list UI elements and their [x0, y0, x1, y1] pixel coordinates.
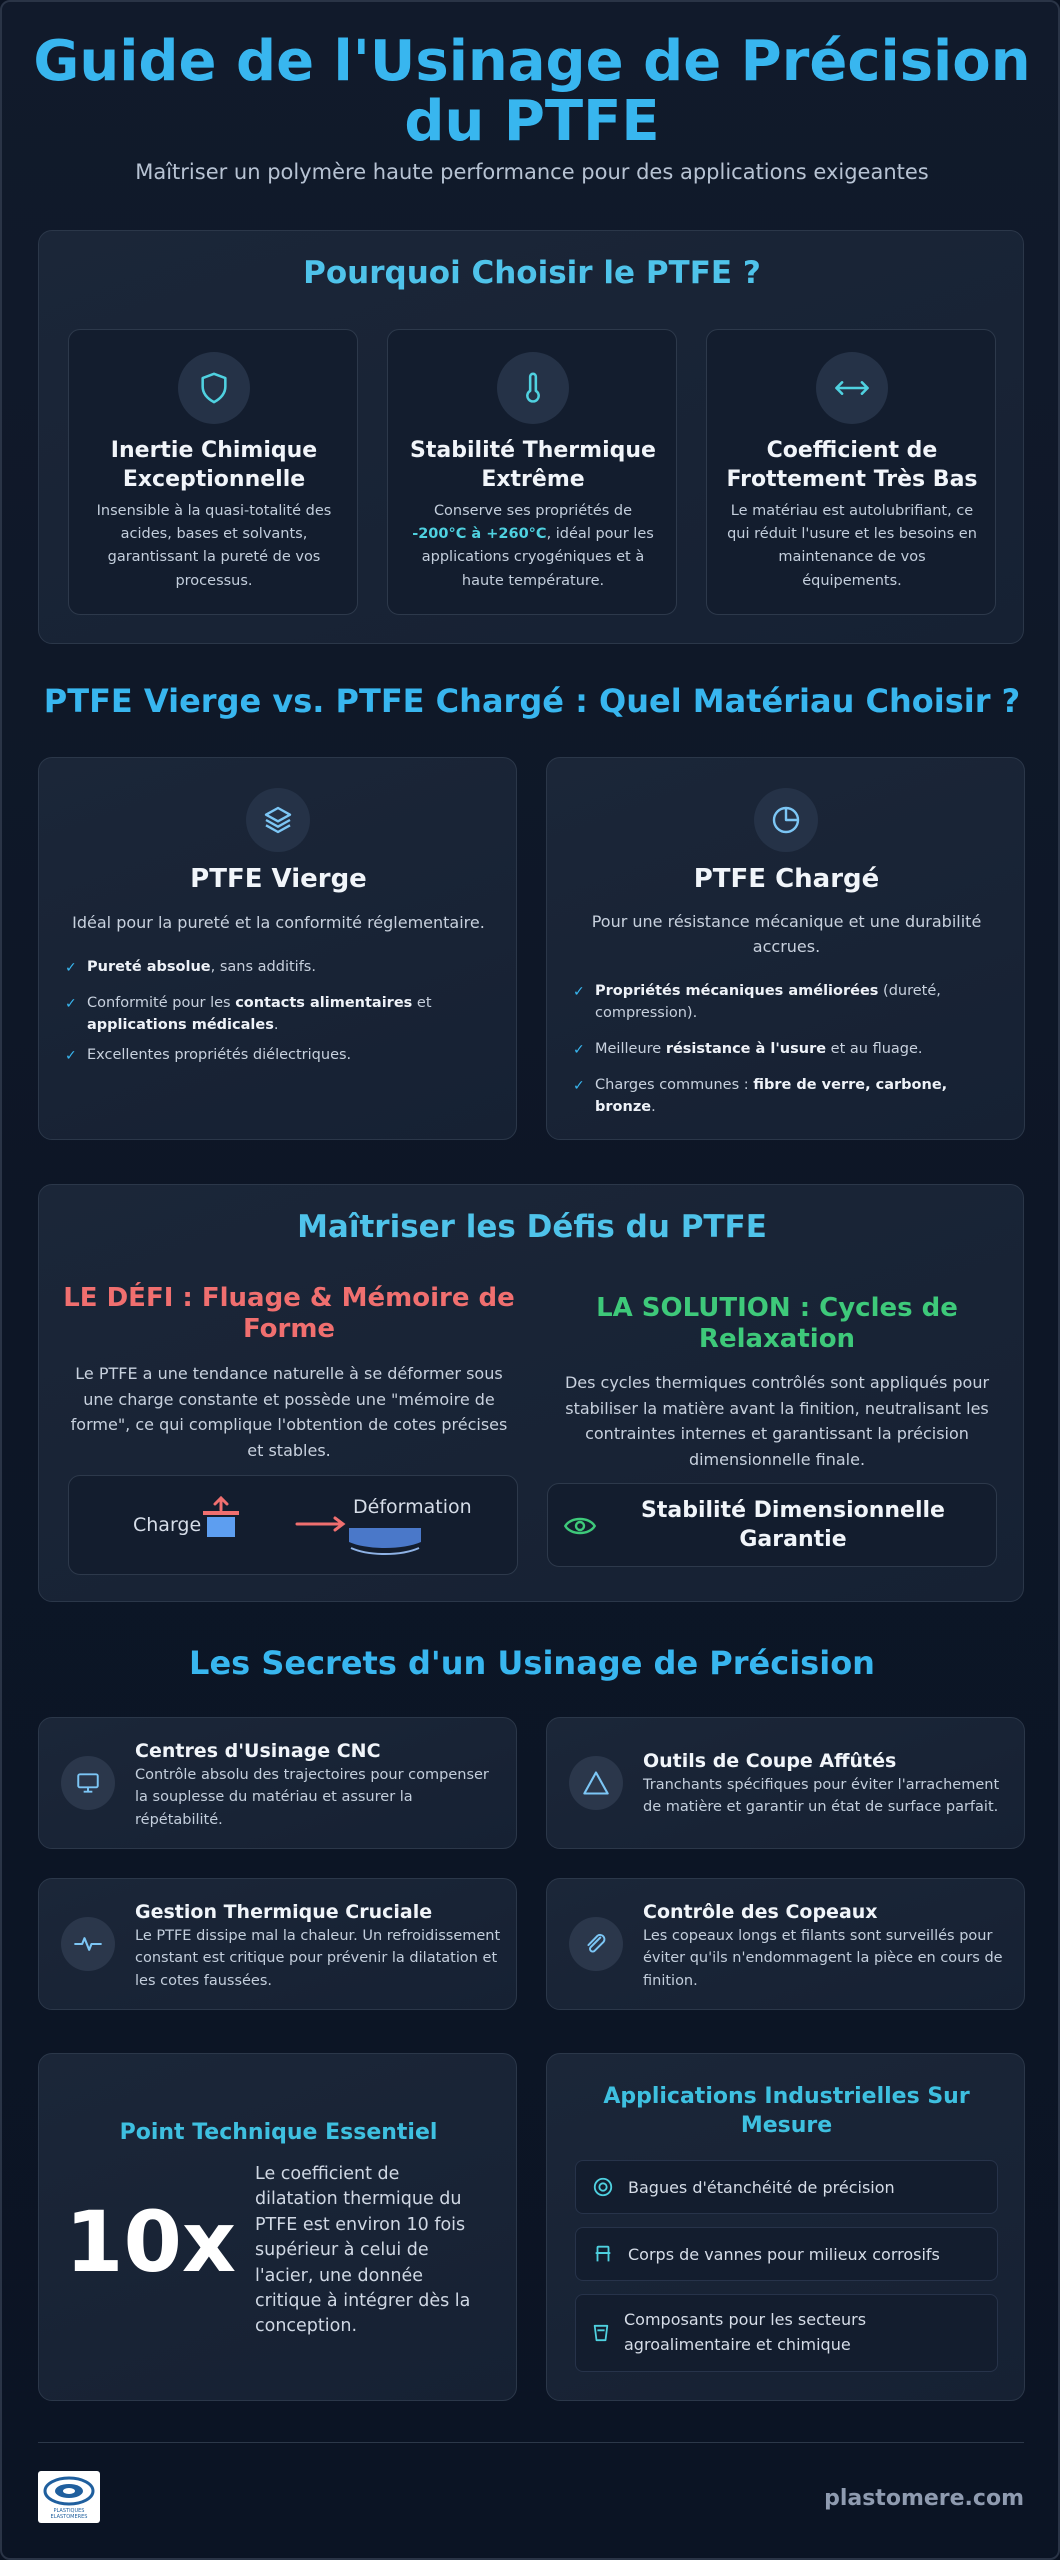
list-item	[65, 992, 495, 1037]
application-item	[575, 2227, 998, 2281]
feature-title: Inertie Chimique Exceptionnelle	[110, 438, 318, 493]
vierge-desc: Idéal pour la pureté et la conformité réglementaire.	[72, 913, 485, 932]
compare-title: PTFE Vierge vs. PTFE Chargé : Quel Matériau Choisir ?	[43, 682, 1021, 720]
list-item-text: Excellentes propriétés diélectriques.	[87, 1047, 352, 1063]
secret-title: Centres d'Usinage CNC	[135, 1740, 381, 1762]
solution-desc: Des cycles thermiques contrôlés sont appliqués pour stabiliser la matière avant la finition, neutralisant les contraintes internes et garantissant la précision dimensionnelle finale.	[564, 1373, 990, 1469]
shield-icon	[178, 352, 250, 424]
list-item-bold: applications médicales	[87, 1017, 274, 1034]
thermometer-icon	[497, 352, 569, 424]
page-subtitle: Maîtriser un polymère haute performance pour des applications exigeantes	[135, 160, 929, 184]
feature-title: Stabilité Thermique Extrême	[410, 438, 656, 493]
footer-site-link[interactable]: plastomere.com	[824, 2486, 1024, 2511]
check-icon: ✓	[65, 996, 77, 1012]
defi-desc: Le PTFE a une tendance naturelle à se déformer sous une charge constante et possède une "mémoire de forme", ce qui complique l'obtention de cotes précises et stables.	[70, 1364, 508, 1460]
stability-badge	[547, 1483, 997, 1567]
ptfe-charge-card	[546, 757, 1025, 1140]
monitor-icon	[61, 1756, 115, 1810]
paperclip-icon	[569, 1917, 623, 1971]
page-title: Guide de l'Usinage de Précision du PTFE	[33, 29, 1031, 155]
list-item-part: .	[651, 1099, 656, 1116]
list-item-bold: Propriétés mécaniques améliorées	[595, 983, 879, 999]
secret-card-chips	[546, 1878, 1025, 2010]
secret-title: Outils de Coupe Affûtés	[643, 1750, 897, 1772]
tech-point-card	[38, 2053, 517, 2401]
feature-card-thermal	[387, 329, 677, 615]
charge-desc: Pour une résistance mécanique et une durabilité accrues.	[591, 912, 982, 956]
check-icon: ✓	[65, 1048, 77, 1064]
footer-divider	[38, 2442, 1024, 2443]
list-item	[573, 1074, 1003, 1119]
list-item-part: et au fluage.	[830, 1041, 923, 1057]
list-item-part: .	[273, 1017, 279, 1034]
footer-logo[interactable]	[38, 2471, 100, 2523]
secret-desc: Les copeaux longs et filants sont surveillés pour éviter qu'ils n'endommagent la pièce en cours de finition.	[643, 1928, 1003, 1989]
list-item-text	[87, 956, 316, 978]
horizontal-arrows-icon	[816, 352, 888, 424]
feature-card-chemical	[68, 329, 358, 615]
list-item-bold: résistance à l'usure	[665, 1041, 827, 1057]
list-item-bold: contacts alimentaires	[235, 995, 413, 1011]
arrow-right-icon	[295, 1514, 349, 1534]
defi-title: LE DÉFI : Fluage & Mémoire de Forme	[63, 1283, 515, 1345]
list-item	[573, 980, 1003, 1025]
tech-point-text: Le coefficient de dilatation thermique du PTFE est environ 10 fois supérieur à celui de l'acier, une donnée critique à intégrer dès la conception.	[255, 2164, 471, 2337]
list-item-part: Conformité pour les	[87, 995, 231, 1011]
applications-title: Applications Industrielles Sur Mesure	[603, 2084, 970, 2139]
secrets-title: Les Secrets d'un Usinage de Précision	[189, 1644, 875, 1682]
secret-card-thermal	[38, 1878, 517, 2010]
temperature-range: -200°C à +260°C	[412, 526, 547, 543]
feature-desc	[408, 500, 658, 593]
list-item-text	[87, 992, 495, 1037]
feature-desc-part: , idéal pour les applications cryogéniques et à haute température.	[421, 526, 654, 589]
list-item-rest: (dureté, compression).	[595, 983, 941, 1022]
pie-chart-icon	[754, 788, 818, 852]
list-item-part: Charges communes :	[595, 1077, 749, 1093]
feature-title: Coefficient de Frottement Très Bas	[726, 438, 978, 493]
charge-label: Charge	[133, 1514, 202, 1536]
deformation-label: Déformation	[353, 1496, 472, 1518]
solution-title: LA SOLUTION : Cycles de Relaxation	[596, 1293, 958, 1355]
list-item	[65, 956, 495, 980]
list-item-rest: , sans additifs.	[210, 959, 316, 975]
secret-card-tools	[546, 1717, 1025, 1849]
tech-point-big-number: 10x	[65, 2193, 237, 2291]
list-item	[65, 1044, 495, 1068]
check-icon: ✓	[573, 984, 585, 1000]
footer-logo-text: PLASTIQUES ELASTOMERES	[50, 2508, 88, 2520]
list-item-bold: fibre de verre, carbone, bronze	[595, 1077, 948, 1116]
challenges-title: Maîtriser les Défis du PTFE	[297, 1209, 767, 1245]
application-item	[575, 2160, 998, 2214]
valve-icon	[592, 2243, 614, 2265]
feature-desc: Insensible à la quasi-totalité des acides, bases et solvants, garantissant la pureté de vos processus.	[96, 503, 332, 589]
secret-desc: Tranchants spécifiques pour éviter l'arrachement de matière et garantir un état de surface parfait.	[643, 1777, 1000, 1816]
ring-icon	[592, 2176, 614, 2198]
triangle-icon	[569, 1756, 623, 1810]
tech-point-title: Point Technique Essentiel	[119, 2120, 438, 2145]
secret-card-cnc	[38, 1717, 517, 1849]
list-item-text	[595, 1074, 1003, 1119]
list-item-part: Meilleure	[595, 1041, 662, 1057]
feature-desc: Le matériau est autolubrifiant, ce qui réduit l'usure et les besoins en maintenance de vos équipements.	[727, 503, 977, 589]
pulse-icon	[61, 1917, 115, 1971]
check-icon: ✓	[65, 960, 77, 976]
list-item-part: et	[416, 995, 432, 1011]
secret-title: Contrôle des Copeaux	[643, 1901, 878, 1923]
secret-title: Gestion Thermique Cruciale	[135, 1901, 433, 1923]
ptfe-vierge-card	[38, 757, 517, 1140]
deformed-block-icon	[345, 1524, 425, 1558]
list-item-bold: Pureté absolue	[87, 959, 211, 975]
layers-icon	[246, 788, 310, 852]
feature-card-friction	[706, 329, 996, 615]
cup-icon	[592, 2322, 610, 2344]
application-label: Corps de vannes pour milieux corrosifs	[628, 2244, 940, 2264]
list-item-text	[595, 1038, 923, 1060]
list-item	[573, 1038, 1003, 1062]
eye-icon	[564, 1512, 596, 1540]
charge-title: PTFE Chargé	[693, 864, 880, 894]
feature-desc-part: Conserve ses propriétés de	[433, 503, 633, 519]
list-item-text	[595, 980, 1003, 1025]
secret-desc: Le PTFE dissipe mal la chaleur. Un refroidissement constant est critique pour prévenir la dilatation et les cotes faussées.	[135, 1928, 501, 1989]
challenges-panel	[38, 1184, 1024, 1602]
load-icon	[199, 1494, 243, 1544]
vierge-title: PTFE Vierge	[190, 864, 367, 894]
deformation-diagram	[68, 1475, 518, 1575]
application-item	[575, 2294, 998, 2372]
why-ptfe-panel	[38, 230, 1024, 644]
application-label: Composants pour les secteurs agroalimentaire et chimique	[624, 2310, 867, 2354]
application-label: Bagues d'étanchéité de précision	[628, 2177, 895, 2197]
check-icon: ✓	[573, 1078, 585, 1094]
applications-card	[546, 2053, 1025, 2401]
why-ptfe-title: Pourquoi Choisir le PTFE ?	[303, 255, 761, 291]
check-icon: ✓	[573, 1042, 585, 1058]
secret-desc: Contrôle absolu des trajectoires pour compenser la souplesse du matériau et assurer la répétabilité.	[135, 1767, 489, 1828]
stability-badge-label: Stabilité Dimensionnelle Garantie	[641, 1498, 945, 1553]
